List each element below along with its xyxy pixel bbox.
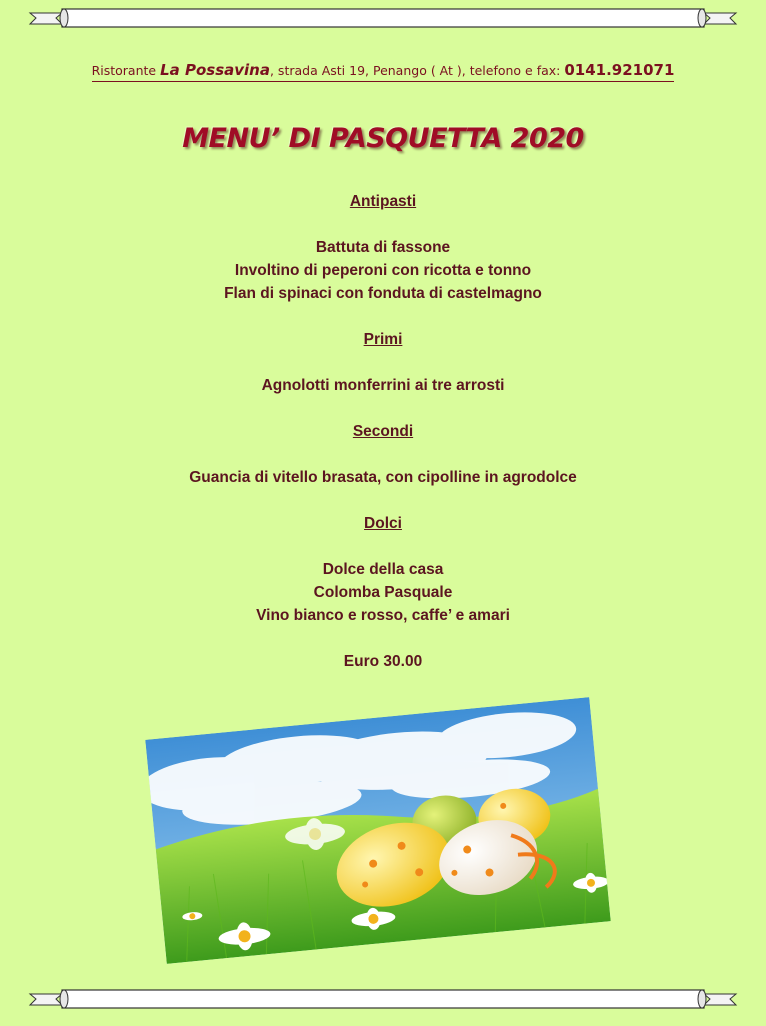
- menu-item: Battuta di fassone: [315, 239, 451, 256]
- restaurant-phone: 0141.921071: [564, 61, 675, 79]
- restaurant-address: , strada Asti 19, Penango ( At ), telefono e fax:: [269, 63, 565, 78]
- section-heading-antipasti: Antipasti: [349, 193, 417, 210]
- section-heading-dolci: Dolci: [364, 515, 402, 532]
- menu-item: Agnolotti monferrini ai tre arrosti: [261, 377, 505, 394]
- easter-eggs-photo: [145, 697, 611, 964]
- menu-price: Euro 30.00: [343, 653, 423, 670]
- menu-item: Colomba Pasquale: [313, 584, 453, 601]
- scroll-banner-icon: [28, 5, 738, 33]
- menu-item: Flan di spinaci con fonduta di castelmagno: [224, 285, 542, 302]
- menu-body: [0, 190, 766, 673]
- scroll-banner-icon: [28, 986, 738, 1014]
- menu-title: MENU’ DI PASQUETTA 2020: [182, 123, 584, 154]
- restaurant-info-line: [0, 60, 766, 82]
- restaurant-name: La Possavina: [160, 61, 270, 79]
- bottom-scroll-banner: [28, 986, 738, 1014]
- menu-item: Involtino di peperoni con ricotta e tonno: [234, 262, 532, 279]
- menu-item: Guancia di vitello brasata, con cipolline in agrodolce: [189, 469, 577, 486]
- section-heading-secondi: Secondi: [352, 423, 414, 440]
- section-heading-primi: Primi: [363, 331, 403, 348]
- header-prefix: Ristorante: [91, 63, 161, 78]
- menu-item: Vino bianco e rosso, caffe’ e amari: [256, 607, 510, 624]
- top-scroll-banner: [28, 5, 738, 33]
- menu-item: Dolce della casa: [322, 561, 444, 578]
